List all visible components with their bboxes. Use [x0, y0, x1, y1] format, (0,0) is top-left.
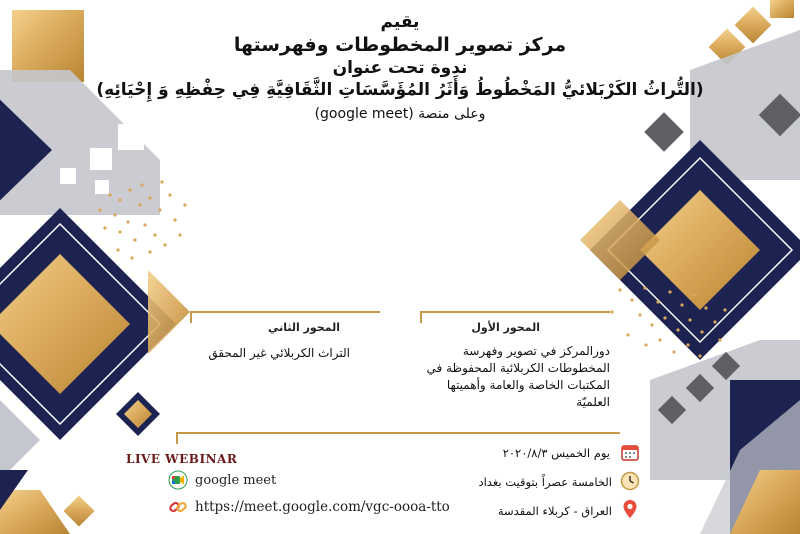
presenter-line: يقيم	[380, 12, 420, 32]
platform-line: وعلى منصة (google meet)	[314, 106, 486, 122]
organizer-name: مركز تصوير المخطوطات وفهرستها	[233, 34, 567, 56]
axis-first-line: دورالمركز في تصوير وفهرسة	[462, 344, 610, 358]
axis-second-title: المحور الثاني	[267, 321, 340, 334]
calendar-icon	[620, 442, 640, 462]
live-webinar-label: LIVE WEBINAR	[126, 452, 238, 466]
meeting-link[interactable]: https://meet.google.com/vgc-oooa-tto	[195, 499, 450, 515]
axis-first-line: المكتبات الخاصة والعامة وأهميتها	[446, 378, 610, 392]
axis-first-divider	[420, 311, 610, 313]
google-meet-icon	[168, 470, 188, 490]
axis-first-title: المحور الأول	[471, 321, 540, 334]
axis-first-line: المخطوطات الكربلائية المحفوظة في	[426, 361, 610, 375]
axis-first-line: العلميّة	[576, 395, 610, 409]
event-date: يوم الخميس ٢٠٢٠/٨/٣	[502, 446, 610, 460]
bottom-divider	[176, 432, 620, 434]
seminar-title: (التُّراثُ الكَرْبَلائيُّ المَخْطُوطُ وَأَثَرُ المُؤَسَّسَاتِ الثَّقَافِيَّةِ فِي حِفْظِهِ وَ إِحْيَائِهِ)	[96, 80, 704, 100]
event-location: العراق - كربلاء المقدسة	[497, 504, 612, 518]
link-icon	[168, 497, 188, 517]
axis-second-text: التراث الكربلائي غير المحقق	[208, 346, 350, 360]
header	[0, 12, 800, 122]
google-meet-label: google meet	[195, 473, 277, 488]
map-pin-icon	[620, 499, 640, 519]
clock-icon	[620, 471, 640, 491]
seminar-intro: ندوة تحت عنوان	[332, 58, 468, 78]
axis-first-text	[410, 343, 610, 411]
axis-second-divider	[190, 311, 380, 313]
event-time: الخامسة عصراً بتوقيت بغداد	[478, 475, 612, 489]
